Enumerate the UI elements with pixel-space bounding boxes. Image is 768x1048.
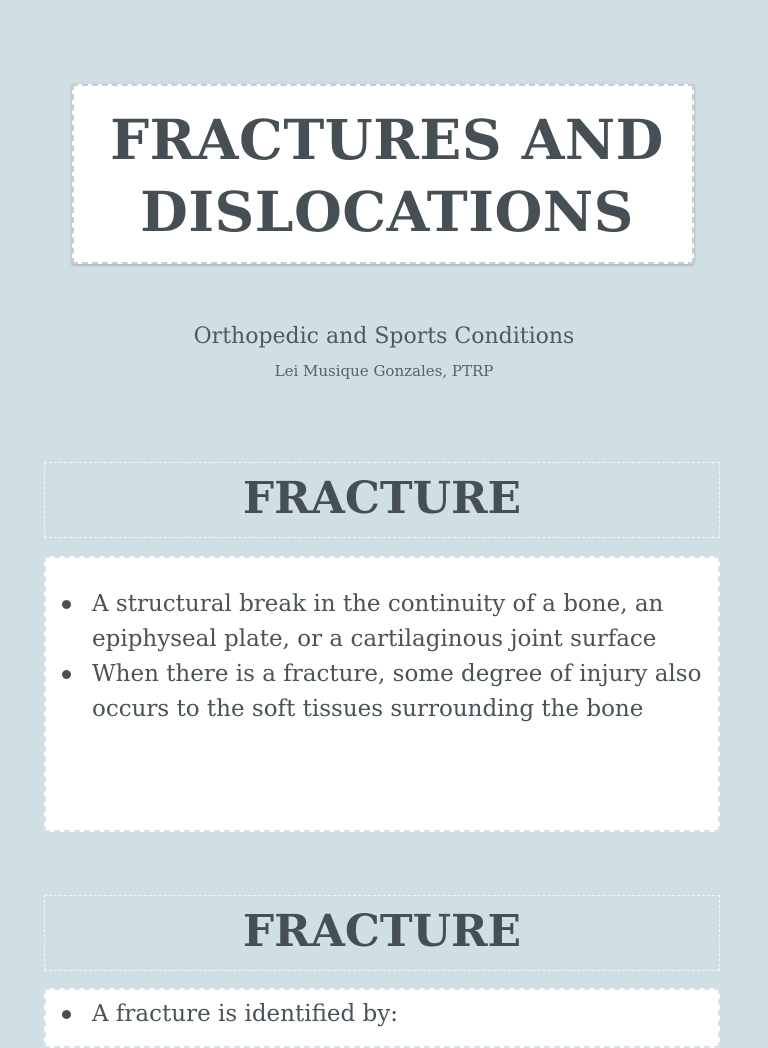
content-card-fracture-identification [44,988,720,1048]
subtitle: Orthopedic and Sports Conditions [193,324,575,349]
content-card-fracture-definition [44,556,720,832]
section-heading-fracture-2: FRACTURE [44,895,720,971]
bullet-list [46,587,718,727]
page-title [82,104,692,248]
bullet-item: A structural break in the continuity of a bone, an epiphyseal plate, or a cartilaginous joint surface [46,587,718,657]
bullet-list [46,997,718,1032]
title-line-2: DISLOCATIONS [140,179,634,244]
section-heading-fracture: FRACTURE [44,462,720,538]
title-card [72,84,694,264]
author-name: Lei Musique Gonzales, PTRP [274,362,494,380]
bullet-item: A fracture is identified by: [46,997,718,1032]
title-line-1: FRACTURES AND [110,107,664,172]
bullet-item: When there is a fracture, some degree of injury also occurs to the soft tissues surrounding the bone [46,657,718,727]
